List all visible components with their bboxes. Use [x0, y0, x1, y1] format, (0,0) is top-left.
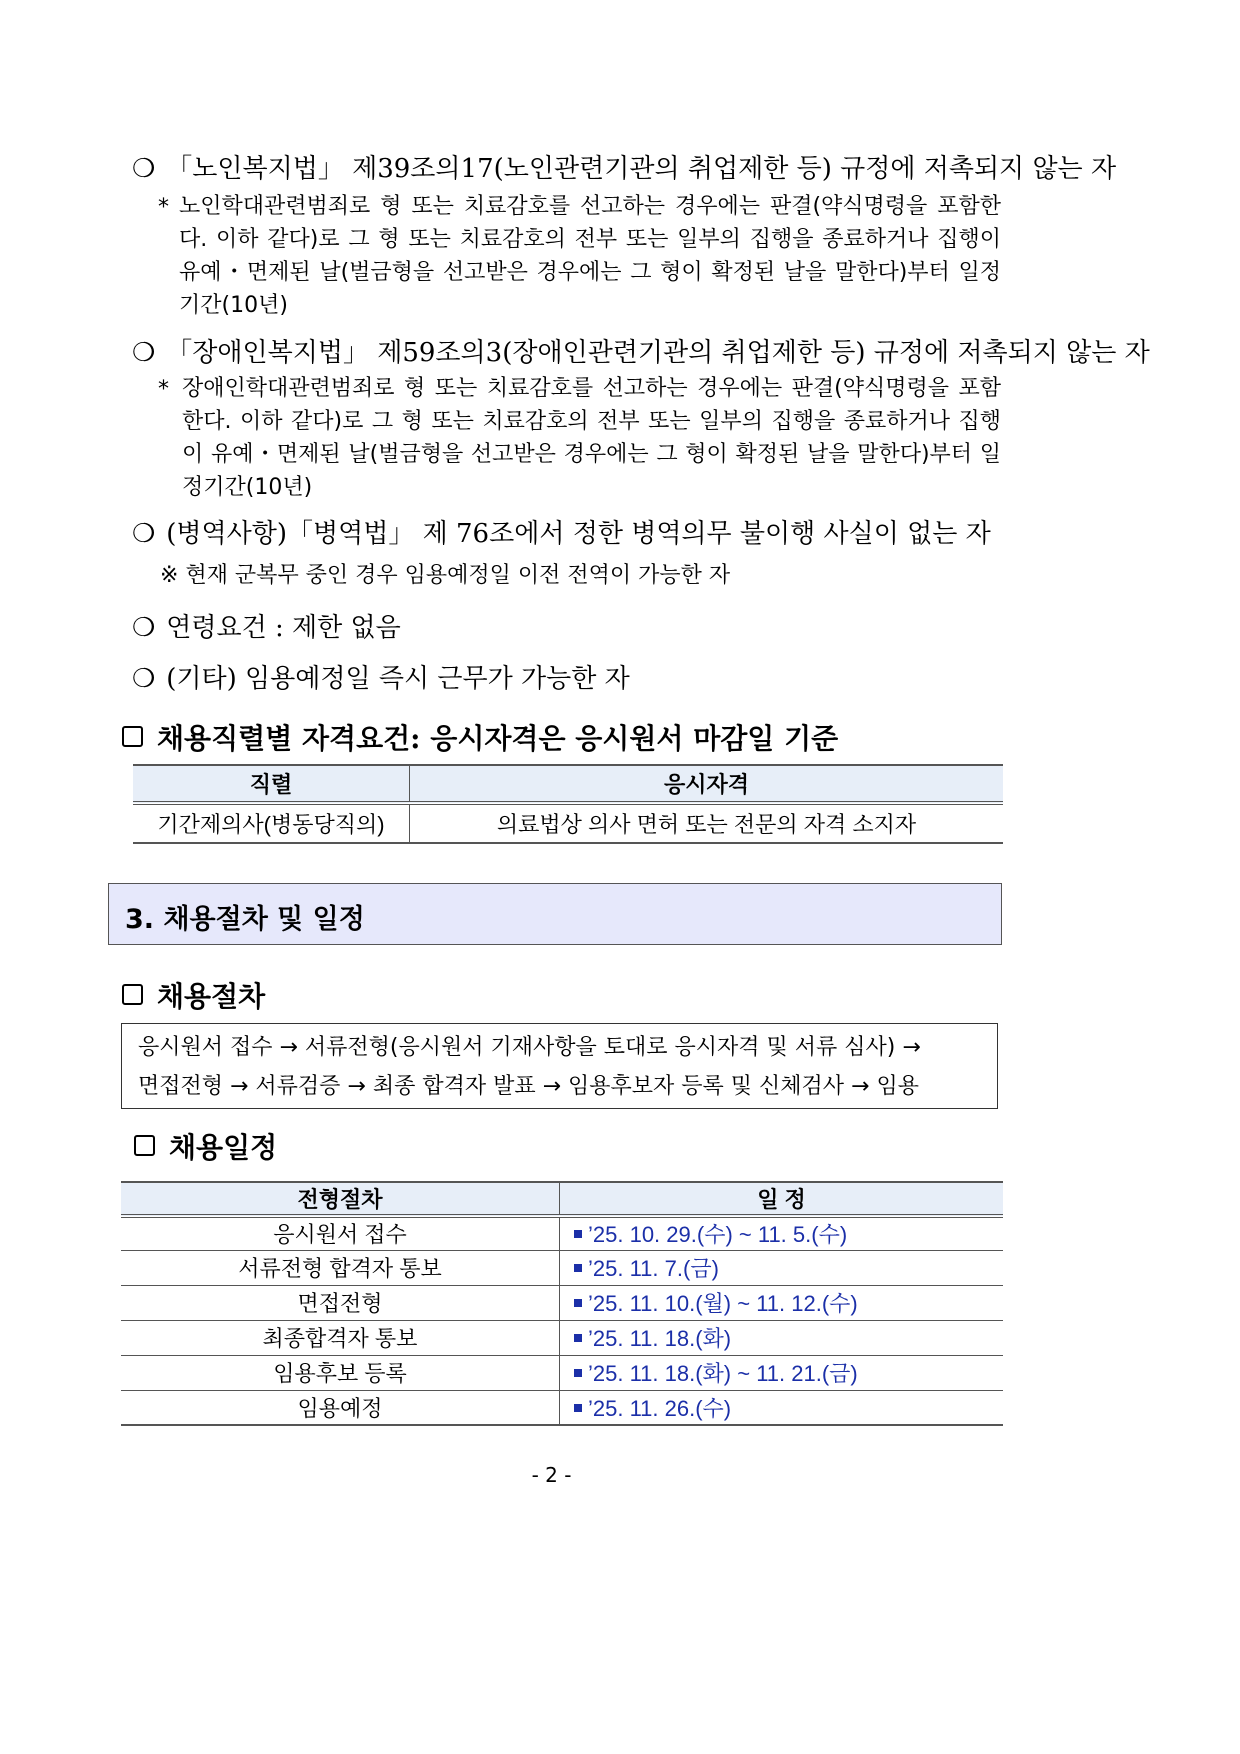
- schedule-date: ’25. 11. 18.(화) ~ 11. 21.(금): [588, 1361, 858, 1386]
- schedule-heading-text: 채용일정: [169, 1131, 278, 1164]
- table-cell: 응시원서 접수: [121, 1216, 560, 1250]
- table-cell: 면접전형: [121, 1285, 560, 1320]
- table-cell: [560, 1355, 1004, 1390]
- eligibility-item: [132, 607, 401, 644]
- schedule-heading: [134, 1126, 277, 1166]
- procedure-box: [121, 1023, 998, 1109]
- schedule-date: ’25. 11. 18.(화): [588, 1326, 732, 1351]
- procedure-heading: [122, 975, 265, 1015]
- checkbox-square-icon: [122, 984, 143, 1005]
- procedure-heading-text: 채용절차: [157, 980, 266, 1013]
- bullet-square-icon: [574, 1369, 582, 1377]
- schedule-date: ’25. 11. 7.(금): [588, 1256, 719, 1281]
- eligibility-text: 「장애인복지법」 제59조의3(장애인관련기관의 취업제한 등) 규정에 저촉되지 않는 자: [166, 338, 1150, 368]
- table-header-cell: 전형절차: [121, 1182, 560, 1216]
- asterisk-mark: *: [158, 195, 169, 220]
- eligibility-note: 노인학대관련범죄로 형 또는 치료감호를 선고하는 경우에는 판결(약식명령을 포함한다. 이하 같다)로 그 형 또는 치료감호의 전부 또는 일부의 집행을 종료하거나 집행이 유예・면제된 날(벌금형을 선고받은 경우에는 그 형이 확정된 날을 말한다)부터 일정기간(10년): [179, 194, 1001, 318]
- eligibility-text: 연령요건 : 제한 없음: [166, 613, 401, 643]
- table-cell: 임용후보 등록: [121, 1355, 560, 1390]
- table-cell: [560, 1250, 1004, 1285]
- eligibility-item: [132, 332, 1150, 369]
- circle-bullet-icon: ❍: [132, 519, 156, 549]
- page-number: - 2 -: [531, 1463, 572, 1487]
- schedule-date: ’25. 11. 26.(수): [588, 1395, 732, 1421]
- procedure-line: 응시원서 접수 → 서류전형(응시원서 기재사항을 토대로 응시자격 및 서류 심사) →: [138, 1035, 921, 1060]
- table-cell: 최종합격자 통보: [121, 1320, 560, 1355]
- schedule-date: ’25. 11. 10.(월) ~ 11. 12.(수): [588, 1291, 858, 1316]
- bullet-square-icon: [574, 1404, 582, 1412]
- bullet-square-icon: [574, 1334, 582, 1342]
- qualification-heading-text: 채용직렬별 자격요건: 응시자격은 응시원서 마감일 기준: [157, 722, 839, 755]
- table-cell: [560, 1390, 1004, 1425]
- table-cell: 서류전형 합격자 통보: [121, 1250, 560, 1285]
- bullet-square-icon: [574, 1264, 582, 1272]
- eligibility-item: [132, 513, 991, 550]
- procedure-line: 면접전형 → 서류검증 → 최종 합격자 발표 → 임용후보자 등록 및 신체검사 → 임용: [138, 1074, 919, 1099]
- checkbox-square-icon: [122, 726, 143, 747]
- table-cell: 의료법상 의사 면허 또는 전문의 자격 소지자: [496, 812, 917, 837]
- table-cell: [560, 1216, 1004, 1250]
- circle-bullet-icon: ❍: [132, 613, 156, 643]
- eligibility-item: [132, 658, 630, 695]
- schedule-date: ’25. 10. 29.(수) ~ 11. 5.(수): [588, 1222, 848, 1248]
- qualification-heading: [122, 717, 838, 757]
- section-title: 3. 채용절차 및 일정: [125, 904, 365, 935]
- circle-bullet-icon: ❍: [132, 154, 156, 184]
- eligibility-text: (병역사항)「병역법」 제 76조에서 정한 병역의무 불이행 사실이 없는 자: [166, 519, 991, 549]
- checkbox-square-icon: [134, 1135, 155, 1156]
- section-title-bar: [108, 883, 1002, 945]
- circle-bullet-icon: ❍: [132, 338, 156, 368]
- qualification-table: [133, 764, 1003, 844]
- table-cell: [560, 1320, 1004, 1355]
- bullet-square-icon: [574, 1230, 582, 1238]
- eligibility-text: (기타) 임용예정일 즉시 근무가 가능한 자: [166, 664, 630, 694]
- eligibility-item: [132, 148, 1116, 185]
- table-cell: [560, 1285, 1004, 1320]
- table-header-cell: 직렬: [133, 765, 410, 803]
- schedule-table: [121, 1181, 1003, 1426]
- military-note: [160, 558, 730, 589]
- asterisk-mark: *: [158, 377, 169, 402]
- military-note-text: 현재 군복무 중인 경우 임용예정일 이전 전역이 가능한 자: [185, 563, 731, 588]
- table-header-cell: 일 정: [560, 1182, 1004, 1216]
- eligibility-note: 장애인학대관련범죄로 형 또는 치료감호를 선고하는 경우에는 판결(약식명령을 포함한다. 이하 같다)로 그 형 또는 치료감호의 전부 또는 일부의 집행을 종료하거나 집행이 유예・면제된 날(벌금형을 선고받은 경우에는 그 형이 확정된 날을 말한다)부터 일정기간(10년): [182, 376, 1001, 500]
- table-cell: 임용예정: [121, 1390, 560, 1425]
- eligibility-text: 「노인복지법」 제39조의17(노인관련기관의 취업제한 등) 규정에 저촉되지 않는 자: [166, 154, 1117, 184]
- reference-mark: ※: [160, 563, 179, 588]
- table-header-cell: 응시자격: [410, 765, 1004, 803]
- circle-bullet-icon: ❍: [132, 664, 156, 694]
- bullet-square-icon: [574, 1299, 582, 1307]
- table-cell: 기간제의사(병동당직의): [133, 803, 410, 843]
